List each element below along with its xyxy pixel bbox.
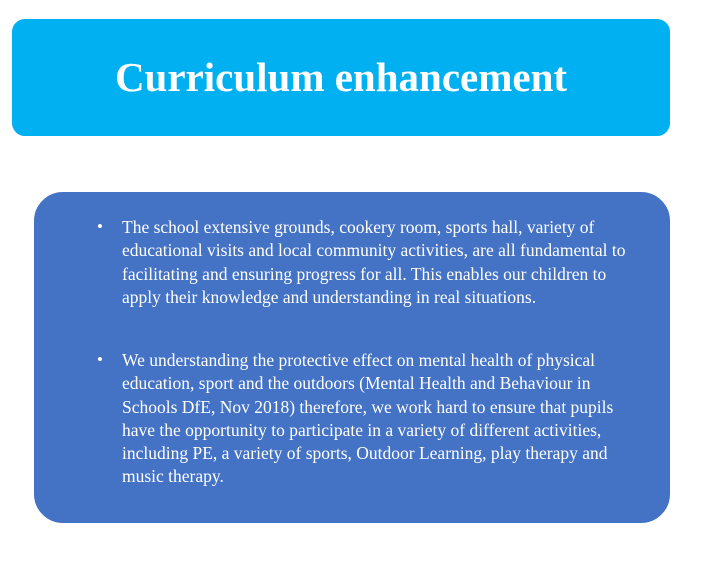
list-item-text: The school extensive grounds, cookery room, sports hall, variety of educational visits and local community activities, are all fundamental to facilitating and ensuring progress for all. This enables our children to apply their knowledge and understanding in real situations. [122,217,626,307]
bullet-list [64,216,644,489]
bullet-icon: • [97,350,103,370]
bullet-icon: • [97,217,103,236]
list-item [64,216,644,309]
list-item-text: We understanding the protective effect on mental health of physical education, sport and the outdoors (Mental Health and Behaviour in Schools DfE, Nov 2018) therefore, we work hard to ensure that pupils have the opportunity to participate in a variety of different activities, including PE, a variety of sports, Outdoor Learning, play therapy and music therapy. [122,350,614,487]
content-box [33,191,671,524]
page-title: Curriculum enhancement [114,53,568,100]
title-box [11,18,671,137]
list-item [64,349,644,489]
